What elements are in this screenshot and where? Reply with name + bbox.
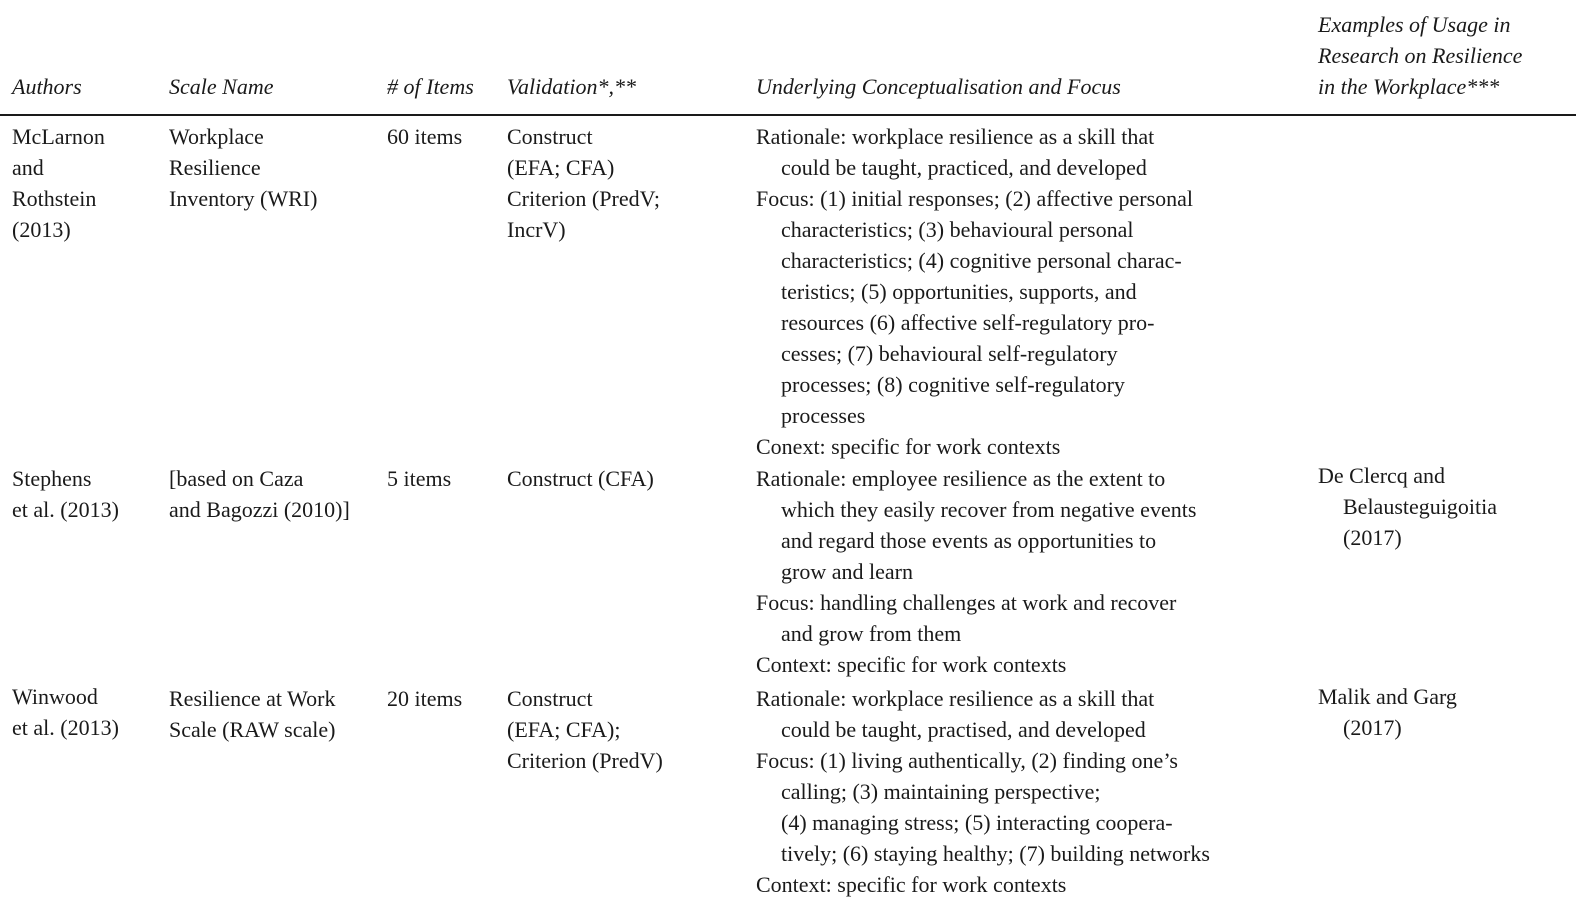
cell-authors bbox=[12, 463, 119, 525]
authors-line: Winwood bbox=[12, 684, 98, 709]
authors-line: (2013) bbox=[12, 217, 71, 242]
header-examples-line: in the Workplace*** bbox=[1318, 74, 1500, 99]
scale-line: Resilience at Work bbox=[169, 686, 336, 711]
underlying-line: characteristics; (3) behavioural personal bbox=[781, 217, 1134, 242]
underlying-line: cesses; (7) behavioural self-regulatory bbox=[781, 341, 1118, 366]
validation-line: (EFA; CFA); bbox=[507, 717, 621, 742]
authors-line: Stephens bbox=[12, 466, 92, 491]
underlying-line: characteristics; (4) cognitive personal charac- bbox=[781, 248, 1182, 273]
validation-line: Construct (CFA) bbox=[507, 466, 654, 491]
underlying-line: grow and learn bbox=[781, 559, 913, 584]
examples-line: Belausteguigoitia bbox=[1343, 494, 1497, 519]
validation-line: Criterion (PredV; bbox=[507, 186, 660, 211]
scale-line: Scale (RAW scale) bbox=[169, 717, 336, 742]
underlying-line: Rationale: workplace resilience as a skill that bbox=[756, 686, 1155, 711]
underlying-line: which they easily recover from negative events bbox=[781, 497, 1197, 522]
examples-line: (2017) bbox=[1343, 525, 1402, 550]
cell-items: 60 items bbox=[387, 124, 463, 149]
cell-underlying bbox=[756, 121, 1193, 462]
cell-validation bbox=[507, 683, 663, 776]
cell-underlying bbox=[756, 683, 1210, 900]
underlying-line: Context: specific for work contexts bbox=[756, 872, 1067, 897]
scale-line: and Bagozzi (2010)] bbox=[169, 497, 350, 522]
header-examples-line: Examples of Usage in bbox=[1318, 12, 1511, 37]
header-scale-name: Scale Name bbox=[169, 74, 274, 99]
underlying-line: resources (6) affective self-regulatory pro- bbox=[781, 310, 1155, 335]
header-number-of-items: # of Items bbox=[387, 74, 474, 99]
header-validation: Validation*,** bbox=[507, 74, 636, 99]
validation-line: Construct bbox=[507, 686, 593, 711]
examples-line: Malik and Garg bbox=[1318, 684, 1457, 709]
validation-line: Construct bbox=[507, 124, 593, 149]
scale-line: Resilience bbox=[169, 155, 261, 180]
cell-authors bbox=[12, 121, 105, 245]
underlying-line: processes bbox=[781, 403, 866, 428]
cell-items: 20 items bbox=[387, 686, 463, 711]
cell-authors bbox=[12, 681, 119, 743]
scale-line: Workplace bbox=[169, 124, 264, 149]
authors-line: Rothstein bbox=[12, 186, 97, 211]
authors-line: et al. (2013) bbox=[12, 497, 119, 522]
underlying-line: (4) managing stress; (5) interacting coopera- bbox=[781, 810, 1173, 835]
validation-line: Criterion (PredV) bbox=[507, 748, 663, 773]
underlying-line: Focus: (1) living authentically, (2) finding one’s bbox=[756, 748, 1178, 773]
cell-underlying bbox=[756, 463, 1196, 680]
cell-validation bbox=[507, 121, 660, 245]
header-authors: Authors bbox=[12, 74, 82, 99]
table-header bbox=[0, 0, 1576, 115]
underlying-line: Rationale: workplace resilience as a skill that bbox=[756, 124, 1155, 149]
validation-line: (EFA; CFA) bbox=[507, 155, 615, 180]
authors-line: McLarnon bbox=[12, 124, 105, 149]
cell-scale-name bbox=[169, 463, 350, 525]
header-examples-of-usage bbox=[1318, 9, 1522, 102]
underlying-line: could be taught, practised, and developed bbox=[781, 717, 1146, 742]
underlying-line: Context: specific for work contexts bbox=[756, 652, 1067, 677]
underlying-line: and regard those events as opportunities to bbox=[781, 528, 1157, 553]
examples-line: (2017) bbox=[1343, 715, 1402, 740]
underlying-line: and grow from them bbox=[781, 621, 962, 646]
examples-line: De Clercq and bbox=[1318, 463, 1446, 488]
underlying-line: Focus: (1) initial responses; (2) affective personal bbox=[756, 186, 1194, 211]
cell-scale-name bbox=[169, 683, 335, 745]
header-underlying-conceptualisation: Underlying Conceptualisation and Focus bbox=[756, 74, 1121, 99]
header-examples-line: Research on Resilience bbox=[1318, 43, 1523, 68]
cell-scale-name bbox=[169, 121, 317, 214]
underlying-line: Rationale: employee resilience as the extent to bbox=[756, 466, 1166, 491]
cell-examples bbox=[1318, 460, 1497, 553]
underlying-line: processes; (8) cognitive self-regulatory bbox=[781, 372, 1125, 397]
cell-items: 5 items bbox=[387, 466, 452, 491]
scale-line: Inventory (WRI) bbox=[169, 186, 318, 211]
cell-examples bbox=[1318, 681, 1457, 743]
validation-line: IncrV) bbox=[507, 217, 566, 242]
underlying-line: tively; (6) staying healthy; (7) building networks bbox=[781, 841, 1210, 866]
underlying-line: Focus: handling challenges at work and recover bbox=[756, 590, 1177, 615]
underlying-line: Conext: specific for work contexts bbox=[756, 434, 1061, 459]
underlying-line: calling; (3) maintaining perspective; bbox=[781, 779, 1101, 804]
underlying-line: could be taught, practiced, and developed bbox=[781, 155, 1147, 180]
scale-line: [based on Caza bbox=[169, 466, 304, 491]
authors-line: and bbox=[12, 155, 44, 180]
header-rule bbox=[0, 114, 1576, 116]
cell-validation bbox=[507, 463, 654, 494]
underlying-line: teristics; (5) opportunities, supports, and bbox=[781, 279, 1137, 304]
authors-line: et al. (2013) bbox=[12, 715, 119, 740]
